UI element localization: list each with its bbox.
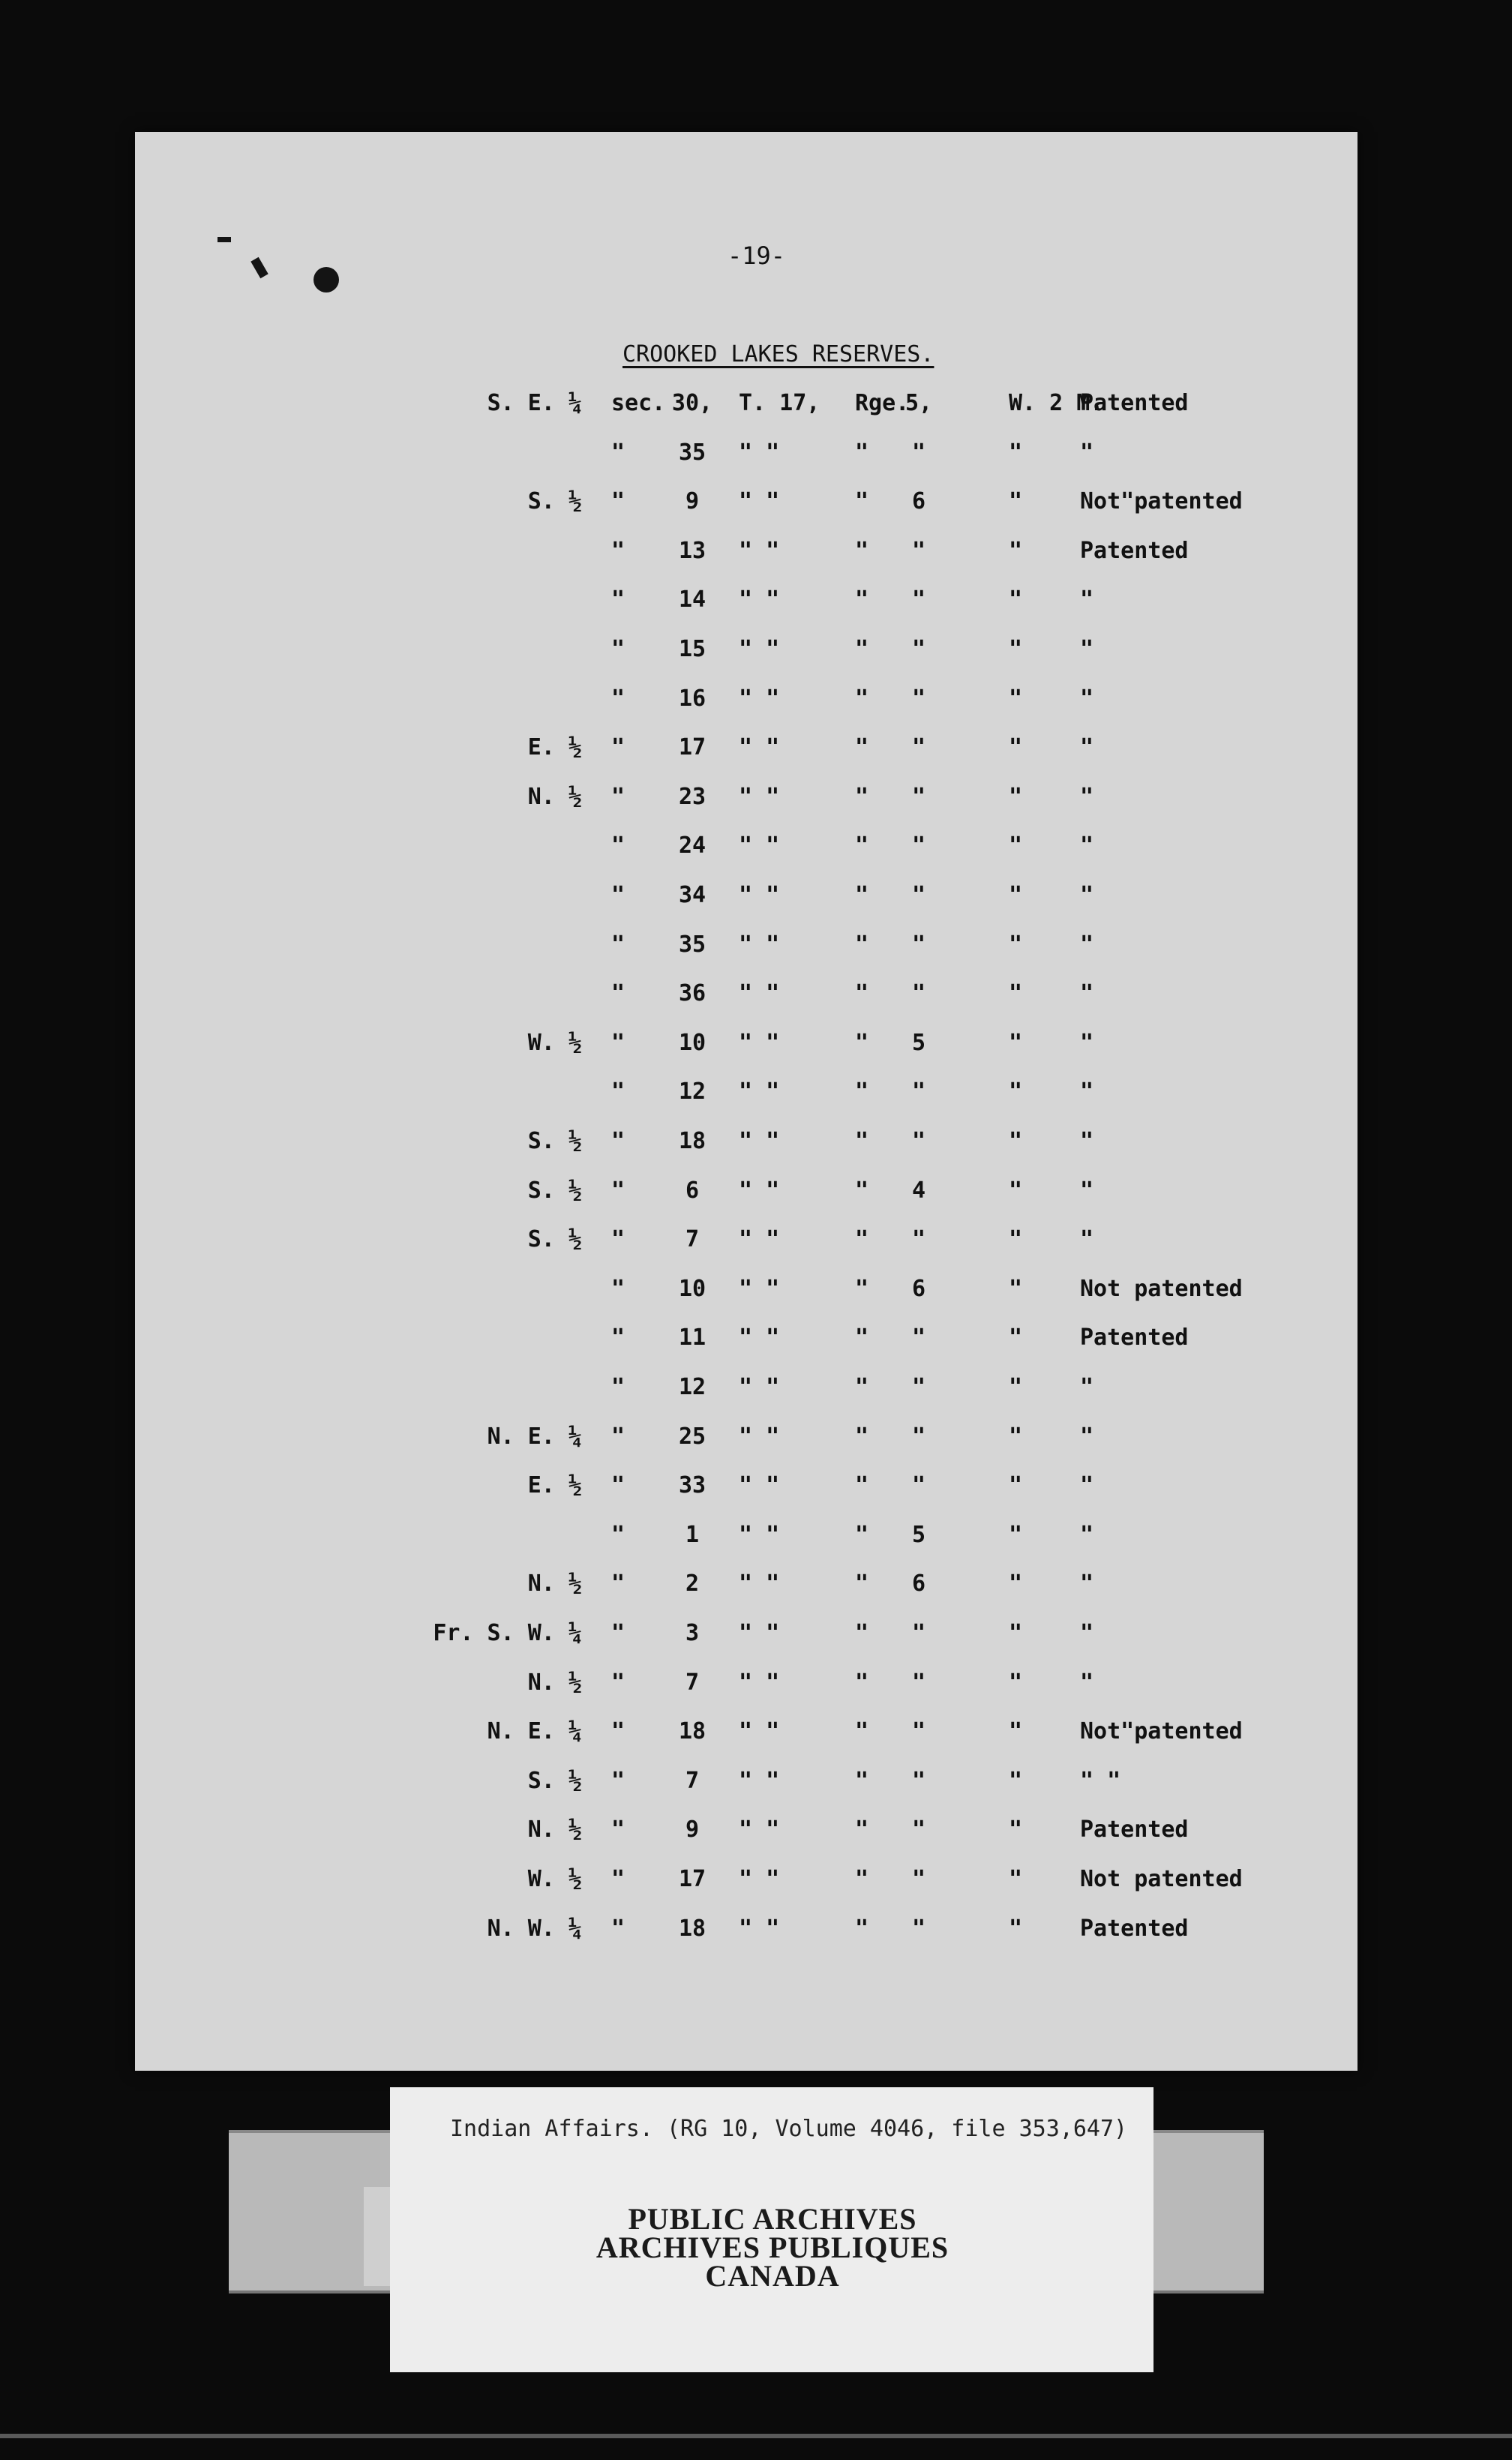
cell-status: "	[1080, 931, 1094, 958]
cell-mer: "	[1009, 1374, 1023, 1400]
cell-rn: "	[911, 1915, 926, 1942]
table-row	[0, 1276, 1512, 1321]
cell-ditto: "	[611, 1472, 626, 1499]
cell-status: "	[1080, 1177, 1094, 1204]
cell-ditto: "	[611, 1324, 626, 1352]
ink-mark	[218, 237, 231, 242]
cell-sec: 13	[678, 537, 706, 564]
cell-rge: "	[855, 1767, 869, 1794]
cell-twp: " "	[739, 1029, 780, 1056]
cell-rge: "	[855, 1620, 869, 1646]
cell-twp: " "	[739, 1128, 780, 1154]
cell-status: " "	[1080, 1767, 1121, 1794]
cell-mer: W. 2 M.	[1009, 390, 1104, 416]
cell-ditto: "	[611, 783, 626, 810]
cell-twp: " "	[739, 1472, 780, 1499]
cell-ditto: "	[611, 586, 626, 614]
table-row	[0, 1472, 1512, 1517]
cell-rge: Rge.	[855, 390, 910, 416]
cell-rge: "	[855, 1669, 869, 1696]
cell-ditto: "	[611, 1620, 626, 1646]
punch-hole-mark	[314, 267, 339, 292]
cell-status: "	[1080, 1029, 1094, 1056]
scan-edge	[0, 2434, 1512, 2438]
cell-ditto: "	[611, 1915, 626, 1942]
cell-part: W. ½	[527, 1029, 582, 1056]
cell-twp: " "	[739, 734, 780, 761]
cell-status: "	[1080, 1570, 1094, 1598]
cell-sec: 11	[678, 1324, 706, 1352]
cell-mer: "	[1009, 439, 1023, 466]
cell-mer: "	[1009, 1423, 1023, 1450]
table-row	[0, 1178, 1512, 1222]
cell-ditto: "	[611, 1816, 626, 1844]
cell-status: "	[1080, 1521, 1094, 1548]
cell-status: "	[1080, 636, 1094, 662]
cell-twp: " "	[739, 980, 780, 1007]
cell-part: N. ½	[527, 1570, 582, 1598]
cell-part: S. E. ¼	[487, 390, 582, 416]
citation-text: Indian Affairs. (RG 10, Volume 4046, file 353,647)	[450, 2116, 1128, 2142]
cell-mer: "	[1009, 1177, 1023, 1204]
cell-ditto: "	[611, 1767, 626, 1794]
cell-part: E. ½	[527, 734, 582, 761]
cell-status: "	[1080, 1669, 1094, 1696]
cell-ditto: "	[611, 537, 626, 564]
cell-part: S. ½	[527, 1177, 582, 1204]
cell-rge: "	[855, 488, 869, 515]
table-row	[0, 1078, 1512, 1124]
cell-twp: " "	[739, 1226, 780, 1253]
table-row	[0, 1866, 1512, 1911]
table-row	[0, 636, 1512, 681]
cell-mer: "	[1009, 1078, 1023, 1106]
cell-mer: "	[1009, 1816, 1023, 1844]
cell-sec: 16	[678, 685, 706, 712]
table-row	[0, 586, 1512, 632]
cell-status: "	[1080, 980, 1094, 1007]
table-row	[0, 1670, 1512, 1714]
cell-sec: 33	[678, 1472, 706, 1499]
cell-sec: 34	[678, 882, 706, 908]
cell-ditto: sec.	[611, 390, 666, 416]
cell-twp: " "	[739, 931, 780, 958]
cell-ditto: "	[611, 1374, 626, 1400]
cell-mer: "	[1009, 488, 1023, 515]
cell-rn: "	[911, 439, 926, 466]
cell-sec: 36	[678, 980, 706, 1007]
cell-mer: "	[1009, 1128, 1023, 1154]
cell-sec: 10	[678, 1029, 706, 1056]
cell-ditto: "	[611, 685, 626, 712]
cell-ditto: "	[611, 832, 626, 860]
cell-sec: 12	[678, 1374, 706, 1400]
cell-sec: 10	[678, 1275, 706, 1302]
cell-twp: " "	[739, 1177, 780, 1204]
cell-mer: "	[1009, 1915, 1023, 1942]
cell-sec: 17	[678, 1866, 706, 1892]
cell-rge: "	[855, 1816, 869, 1844]
cell-rn: "	[911, 1816, 926, 1844]
cell-part: S. ½	[527, 1767, 582, 1794]
cell-twp: " "	[739, 586, 780, 614]
cell-twp: " "	[739, 1669, 780, 1696]
cell-rge: "	[855, 636, 869, 662]
table-row	[0, 1324, 1512, 1370]
cell-part: W. ½	[527, 1866, 582, 1892]
cell-rn: "	[911, 1374, 926, 1400]
cell-status: Not patented	[1080, 1275, 1243, 1302]
cell-status: Patented	[1080, 537, 1189, 564]
cell-rge: "	[855, 537, 869, 564]
table-row	[0, 1128, 1512, 1173]
cell-status: Patented	[1080, 1324, 1189, 1352]
cell-rge: "	[855, 1078, 869, 1106]
table-row	[0, 1570, 1512, 1616]
table-row	[0, 538, 1512, 583]
cell-twp: " "	[739, 1767, 780, 1794]
cell-twp: " "	[739, 783, 780, 810]
cell-ditto: "	[611, 931, 626, 958]
cell-rn: "	[911, 1472, 926, 1499]
cell-rge: "	[855, 1324, 869, 1352]
table-row	[0, 832, 1512, 878]
cell-part: N. E. ¼	[487, 1423, 582, 1450]
cell-mer: "	[1009, 636, 1023, 662]
table-row	[0, 980, 1512, 1025]
cell-ditto: "	[611, 1177, 626, 1204]
table-row	[0, 1374, 1512, 1419]
cell-rge: "	[855, 439, 869, 466]
table-row	[0, 1768, 1512, 1813]
cell-part: S. ½	[527, 488, 582, 515]
cell-sec: 17	[678, 734, 706, 761]
cell-rn: "	[911, 1423, 926, 1450]
cell-twp: " "	[739, 1078, 780, 1106]
cell-twp: T. 17,	[739, 390, 820, 416]
cell-twp: " "	[739, 537, 780, 564]
cell-part: S. ½	[527, 1226, 582, 1253]
cell-twp: " "	[739, 1915, 780, 1942]
cell-rn: 4	[911, 1177, 926, 1204]
cell-part: N. E. ¼	[487, 1718, 582, 1745]
cell-ditto: "	[611, 1521, 626, 1548]
cell-mer: "	[1009, 1669, 1023, 1696]
cell-mer: "	[1009, 1521, 1023, 1548]
cell-mer: "	[1009, 882, 1023, 908]
cell-ditto: "	[611, 1078, 626, 1106]
cell-twp: " "	[739, 1718, 780, 1745]
cell-rge: "	[855, 1275, 869, 1302]
cell-mer: "	[1009, 931, 1023, 958]
cell-twp: " "	[739, 1275, 780, 1302]
stamp-line: CANADA	[705, 2259, 840, 2293]
cell-ditto: "	[611, 734, 626, 761]
cell-ditto: "	[611, 1570, 626, 1598]
cell-sec: 7	[685, 1767, 700, 1794]
cell-part: N. ½	[527, 1669, 582, 1696]
cell-rge: "	[855, 586, 869, 614]
cell-status: "	[1080, 1078, 1094, 1106]
cell-part: E. ½	[527, 1472, 582, 1499]
cell-status: "	[1080, 586, 1094, 614]
cell-status: "	[1080, 1472, 1094, 1499]
cell-mer: "	[1009, 832, 1023, 860]
cell-sec: 24	[678, 832, 706, 860]
cell-rn: "	[911, 882, 926, 908]
cell-rn: 5,	[904, 390, 933, 416]
cell-ditto: "	[611, 980, 626, 1007]
cell-sec: 9	[685, 1816, 700, 1844]
cell-ditto: "	[611, 1423, 626, 1450]
cell-mer: "	[1009, 734, 1023, 761]
cell-status: Not patented	[1080, 1866, 1243, 1892]
cell-twp: " "	[739, 1423, 780, 1450]
cell-twp: " "	[739, 882, 780, 908]
table-row	[0, 488, 1512, 533]
cell-rge: "	[855, 1423, 869, 1450]
cell-ditto: "	[611, 1029, 626, 1056]
cell-part: N. W. ¼	[487, 1915, 582, 1942]
cell-rge: "	[855, 685, 869, 712]
cell-mer: "	[1009, 537, 1023, 564]
cell-mer: "	[1009, 1472, 1023, 1499]
cell-rn: "	[911, 1669, 926, 1696]
cell-mer: "	[1009, 1620, 1023, 1646]
table-row	[0, 932, 1512, 976]
cell-rn: 5	[911, 1029, 926, 1056]
cell-mer: "	[1009, 1718, 1023, 1745]
page-heading: CROOKED LAKES RESERVES.	[622, 341, 934, 368]
cell-part: N. ½	[527, 1816, 582, 1844]
cell-twp: " "	[739, 439, 780, 466]
cell-ditto: "	[611, 1275, 626, 1302]
cell-status: "	[1080, 1226, 1094, 1253]
cell-sec: 30,	[671, 390, 713, 416]
archives-stamp	[578, 2202, 968, 2293]
cell-twp: " "	[739, 1620, 780, 1646]
cell-mer: "	[1009, 980, 1023, 1007]
cell-mer: "	[1009, 1275, 1023, 1302]
cell-rn: 6	[911, 488, 926, 515]
table-row	[0, 882, 1512, 927]
cell-rge: "	[855, 980, 869, 1007]
cell-twp: " "	[739, 1570, 780, 1598]
cell-sec: 3	[685, 1620, 700, 1646]
cell-rn: 5	[911, 1521, 926, 1548]
cell-rge: "	[855, 1226, 869, 1253]
cell-status: "	[1080, 1128, 1094, 1154]
table-row	[0, 1424, 1512, 1468]
cell-rge: "	[855, 1718, 869, 1745]
cell-ditto: "	[611, 1128, 626, 1154]
table-row	[0, 1916, 1512, 1960]
cell-ditto: "	[611, 882, 626, 908]
cell-status: "	[1080, 734, 1094, 761]
cell-status: "	[1080, 783, 1094, 810]
cell-status: "	[1080, 1423, 1094, 1450]
cell-twp: " "	[739, 685, 780, 712]
cell-sec: 23	[678, 783, 706, 810]
cell-rn: "	[911, 980, 926, 1007]
cell-rn: "	[911, 734, 926, 761]
cell-rn: "	[911, 586, 926, 614]
cell-rn: "	[911, 1767, 926, 1794]
cell-twp: " "	[739, 636, 780, 662]
cell-sec: 18	[678, 1128, 706, 1154]
cell-sec: 14	[678, 586, 706, 614]
cell-twp: " "	[739, 1866, 780, 1892]
cell-part: Fr. S. W. ¼	[433, 1620, 582, 1646]
cell-sec: 18	[678, 1718, 706, 1745]
cell-rge: "	[855, 783, 869, 810]
cell-status: "	[1080, 1620, 1094, 1646]
table-row	[0, 1816, 1512, 1862]
cell-rn: 6	[911, 1275, 926, 1302]
cell-rn: 6	[911, 1570, 926, 1598]
cell-status: "	[1080, 1374, 1094, 1400]
cell-rn: "	[911, 783, 926, 810]
cell-rge: "	[855, 1177, 869, 1204]
cell-rge: "	[855, 734, 869, 761]
cell-mer: "	[1009, 1029, 1023, 1056]
cell-sec: 12	[678, 1078, 706, 1106]
cell-mer: "	[1009, 586, 1023, 614]
cell-rn: "	[911, 1718, 926, 1745]
cell-ditto: "	[611, 1866, 626, 1892]
cell-rge: "	[855, 1570, 869, 1598]
cell-twp: " "	[739, 1816, 780, 1844]
cell-mer: "	[1009, 783, 1023, 810]
cell-part: N. ½	[527, 783, 582, 810]
cell-twp: " "	[739, 832, 780, 860]
cell-mer: "	[1009, 685, 1023, 712]
cell-rn: "	[911, 537, 926, 564]
cell-status: "	[1080, 685, 1094, 712]
cell-status: Patented	[1080, 1915, 1189, 1942]
cell-rge: "	[855, 1472, 869, 1499]
cell-sec: 35	[678, 931, 706, 958]
cell-ditto: "	[611, 439, 626, 466]
cell-sec: 9	[685, 488, 700, 515]
cell-mer: "	[1009, 1324, 1023, 1352]
cell-rn: "	[911, 1226, 926, 1253]
cell-mer: "	[1009, 1767, 1023, 1794]
cell-ditto: "	[611, 1718, 626, 1745]
cell-rge: "	[855, 931, 869, 958]
cell-twp: " "	[739, 1374, 780, 1400]
cell-status: "	[1080, 882, 1094, 908]
cell-status: "	[1080, 439, 1094, 466]
cell-twp: " "	[739, 1324, 780, 1352]
cell-status: Not"patented	[1080, 1718, 1243, 1745]
cell-sec: 1	[685, 1521, 700, 1548]
cell-rge: "	[855, 1915, 869, 1942]
cell-part: S. ½	[527, 1128, 582, 1154]
cell-rn: "	[911, 1128, 926, 1154]
cell-sec: 2	[685, 1570, 700, 1598]
cell-rn: "	[911, 685, 926, 712]
cell-sec: 35	[678, 439, 706, 466]
table-row	[0, 1522, 1512, 1567]
cell-sec: 18	[678, 1915, 706, 1942]
cell-mer: "	[1009, 1226, 1023, 1253]
table-row	[0, 1030, 1512, 1075]
cell-rge: "	[855, 1128, 869, 1154]
cell-sec: 6	[685, 1177, 700, 1204]
cell-sec: 7	[685, 1669, 700, 1696]
ink-mark	[250, 257, 268, 279]
cell-sec: 25	[678, 1423, 706, 1450]
cell-status: Not"patented	[1080, 488, 1243, 515]
table-row	[0, 1620, 1512, 1665]
cell-rn: "	[911, 1324, 926, 1352]
cell-sec: 7	[685, 1226, 700, 1253]
stamp-line: PUBLIC ARCHIVES	[628, 2202, 917, 2236]
cell-rn: "	[911, 1866, 926, 1892]
cell-ditto: "	[611, 1669, 626, 1696]
cell-rn: "	[911, 1620, 926, 1646]
cell-rge: "	[855, 1866, 869, 1892]
table-row	[0, 1226, 1512, 1271]
cell-rn: "	[911, 931, 926, 958]
page-number: -19-	[728, 242, 786, 270]
table-row	[0, 390, 1512, 435]
cell-twp: " "	[739, 488, 780, 515]
cell-ditto: "	[611, 488, 626, 515]
cell-status: Patented	[1080, 390, 1189, 416]
cell-rge: "	[855, 882, 869, 908]
cell-rn: "	[911, 1078, 926, 1106]
table-row	[0, 734, 1512, 779]
cell-twp: " "	[739, 1521, 780, 1548]
cell-sec: 15	[678, 636, 706, 662]
stamp-line: ARCHIVES PUBLIQUES	[596, 2230, 950, 2264]
table-row	[0, 1718, 1512, 1763]
cell-rge: "	[855, 1374, 869, 1400]
table-row	[0, 784, 1512, 829]
cell-status: "	[1080, 832, 1094, 860]
cell-rn: "	[911, 636, 926, 662]
cell-rge: "	[855, 1521, 869, 1548]
cell-rn: "	[911, 832, 926, 860]
cell-mer: "	[1009, 1866, 1023, 1892]
cell-ditto: "	[611, 636, 626, 662]
cell-ditto: "	[611, 1226, 626, 1253]
cell-status: Patented	[1080, 1816, 1189, 1844]
table-row	[0, 686, 1512, 730]
cell-rge: "	[855, 832, 869, 860]
table-row	[0, 440, 1512, 484]
cell-rge: "	[855, 1029, 869, 1056]
cell-mer: "	[1009, 1570, 1023, 1598]
